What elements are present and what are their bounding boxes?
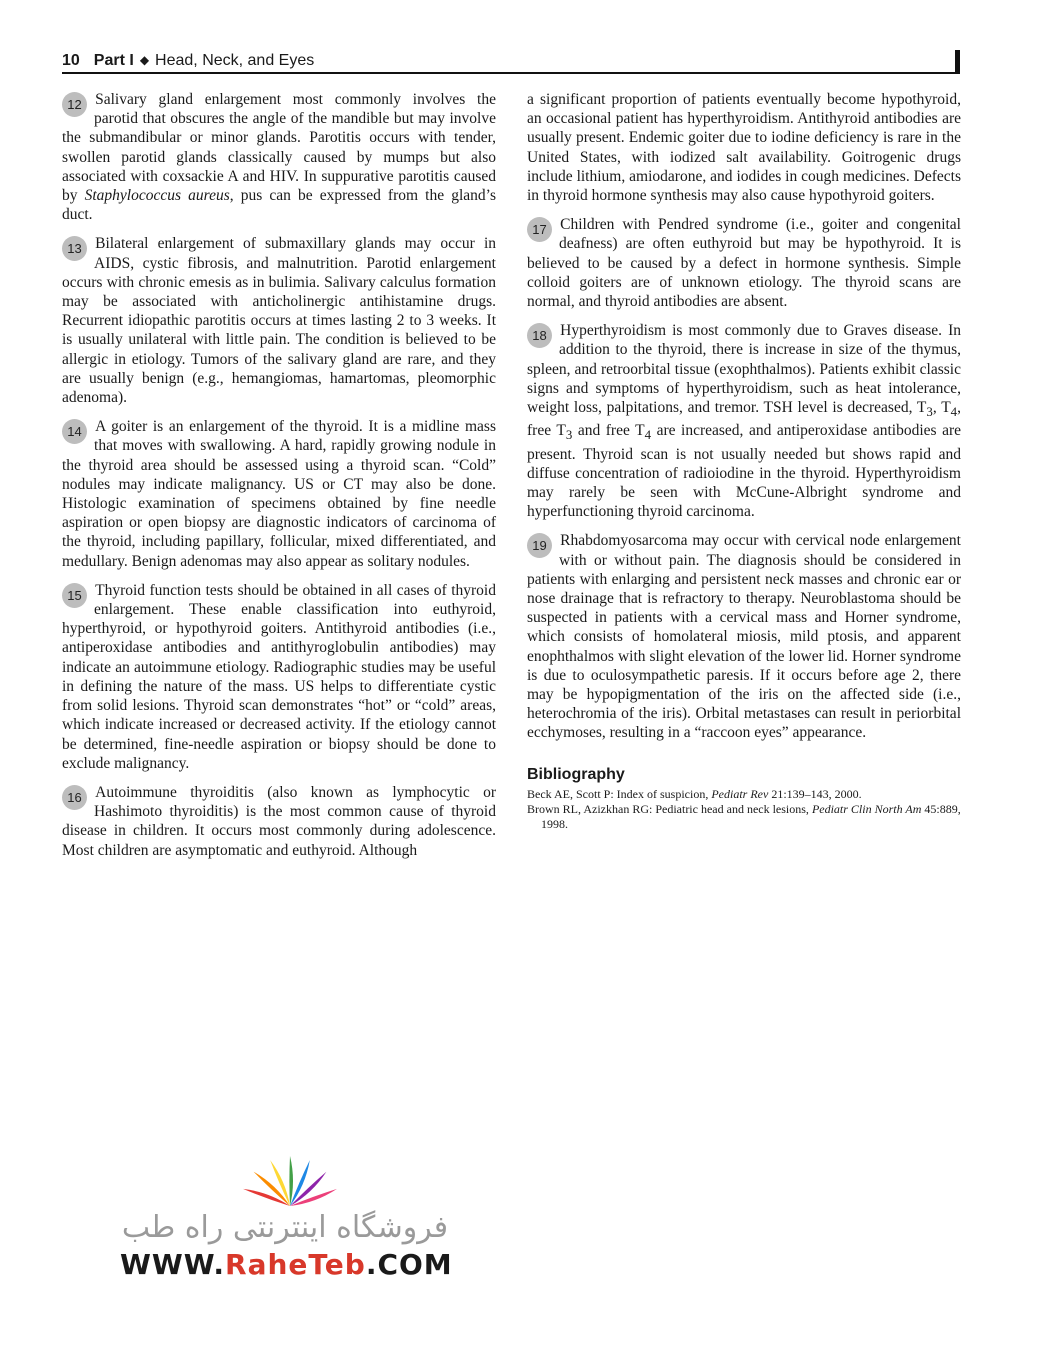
reference-item [527, 802, 961, 832]
watermark-site [120, 1248, 453, 1281]
subscript: 4 [644, 427, 652, 443]
watermark-persian-text: فروشگاه اینترنتی راه طب [121, 1210, 449, 1245]
right-column [527, 90, 961, 832]
watermark-logo [120, 1150, 453, 1290]
paragraph-text: Bilateral enlargement of submaxillary glands may occur in AIDS, cystic fibrosis, and malnutrition. Parotid enlargement occurs with chronic emesis as in bulimia. Salivary calculus formation may be associated with anticholinergic antihistamine drugs. Recurrent idiopathic parotitis occurs at times lasting 2 to 3 weeks. It is usually unilateral with little pain. The condition is believed to be allergic in etiology. Tumors of the salivary gland are rare, and they are usually benign (e.g., hemangiomas, hamartomas, pleomorphic adenoma). [62, 235, 496, 407]
part-label: Part I [93, 52, 134, 69]
item-number-badge: 19 [527, 533, 552, 558]
item-number-badge: 13 [62, 236, 87, 261]
paragraph-13 [62, 234, 496, 407]
left-column [62, 90, 496, 870]
paragraph-19 [527, 531, 961, 742]
site-suffix: .COM [365, 1248, 453, 1281]
item-number-badge: 12 [62, 92, 87, 117]
fan-leaf [289, 1156, 293, 1206]
bibliography [527, 765, 961, 832]
header-rule [62, 72, 960, 74]
book-fan-icon [230, 1150, 350, 1208]
page-number: 10 [62, 52, 80, 69]
item-number-badge: 15 [62, 583, 87, 608]
reference-item [527, 787, 961, 802]
item-number-badge: 17 [527, 217, 552, 242]
paragraph-text: A goiter is an enlargement of the thyroid. It is a midline mass that moves with swallowing. A hard, rapidly growing nodule in the thyroid area should be assessed using a thyroid scan. “Cold” nodules may indicate malignancy. US or CT may also be done. Histologic examination of specimens obtained by fine needle aspiration or open biopsy are diagnostic indicators of carcinoma of the thyroid, including papillary, follicular, mixed differentiated, and medullary. Benign adenomas may also appear as solitary nodules. [62, 418, 496, 570]
journal-name: Pediatr Rev [711, 786, 769, 801]
paragraph-17 [527, 215, 961, 311]
paragraph-text: Thyroid function tests should be obtained in all cases of thyroid enlargement. These enable classification into euthyroid, hyperthyroid, or hypothyroid goiters. Antithyroid antibodies (i.e., antiperoxidase antibodies and antithyroglobulin antibodies) may indicate an autoimmune etiology. Radiographic studies may be useful in defining the nature of the mass. US helps to differentiate cystic from solid lesions. Thyroid scan demonstrates “hot” or “cold” areas, which indicate increased or decreased activity. If the etiology cannot be determined, fine-needle aspiration or biopsy should be done to exclude malignancy. [62, 581, 496, 772]
paragraph-text: , free T [527, 399, 961, 440]
paragraph-text: , T [932, 399, 951, 417]
paragraph-15 [62, 581, 496, 773]
header-bar [955, 50, 960, 74]
subscript: 4 [950, 404, 958, 420]
reference-text: Beck AE, Scott P: Index of suspicion, [527, 786, 712, 801]
paragraph-16-continued: a significant proportion of patients eventually become hypothyroid, an occasional patient has hyperthyroidism. Antithyroid antibodies are usually present. Endemic goiter due to iodine deficiency is rare in the United States, with iodized salt availability. Goitrogenic drugs include lithium, amiodarone, and iodides in cough medicines. Defects in thyroid hormone synthesis may also cause hypothyroid goiters. [527, 91, 961, 205]
species-name: Staphylococcus aureus [84, 187, 230, 205]
journal-name: Pediatr Clin North Am [811, 801, 922, 816]
site-prefix: WWW. [120, 1248, 226, 1281]
paragraph-text: Children with Pendred syndrome (i.e., goiter and congenital deafness) are often euthyroid but may be hypothyroid. It is believed to be caused by a defect in hormone synthesis. Simple colloid goiters are of unknown etiology. The thyroid scans are normal, and thyroid antibodies are absent. [527, 216, 961, 311]
paragraph-14 [62, 417, 496, 571]
subscript: 3 [926, 404, 933, 420]
paragraph-12 [62, 90, 496, 224]
reference-text: Brown RL, Azizkhan RG: Pediatric head and neck lesions, [527, 801, 812, 816]
running-header [62, 48, 958, 74]
diamond-icon: ◆ [139, 53, 150, 67]
item-number-badge: 16 [62, 785, 87, 810]
reference-text: 21:139–143, 2000. [768, 786, 862, 801]
paragraph-text: are increased, and antiperoxidase antibodies are present. Thyroid scan is not usually needed but shows rapid and diffuse concentration of radioiodine in the thyroid. Hyperthyroidism may rarely be seen with McCune-Albright syndrome and hyperfunctioning thyroid carcinoma. [527, 422, 962, 521]
site-brand: RaheTeb [225, 1248, 366, 1281]
paragraph-text: Salivary gland enlargement most commonly involves the parotid that obscures the angle of the mandible but may involve the submandibular or minor glands. Parotitis occurs with tender, swollen parotid glands classically caused by mumps but also associated with coxsackie A and HIV. In suppurative parotitis caused by [62, 91, 496, 205]
item-number-badge: 14 [62, 419, 87, 444]
paragraph-text: Hyperthyroidism is most commonly due to Graves disease. In addition to the thyroid, there is increase in size of the thymus, spleen, and retroorbital tissue (exophthalmos). Patients exhibit classic signs and symptoms of hyperthyroidism, such as heat intolerance, weight loss, palpitations, and tremor. TSH level is decreased, T [527, 322, 961, 417]
paragraph-text: Autoimmune thyroiditis (also known as lymphocytic or Hashimoto thyroiditis) is the most common cause of thyroid disease in children. It occurs most commonly during adolescence. Most children are asymptomatic and euthyroid. Although [62, 783, 496, 859]
paragraph-text: Rhabdomyosarcoma may occur with cervical node enlargement with or without pain. The diagnosis should be considered in patients with enlarging and persistent neck masses and chronic ear or nose drainage that is refractory to therapy. Neuroblastoma should be suspected in patients with a cervical mass and Horner syndrome, which consists of homolateral miosis, mild ptosis, and apparent enophthalmos with slight elevation of the lower lid. Horner syndrome is due to oculosympathetic paresis. If it occurs before age 2, there may be hypopigmentation of the iris on the affected side (i.e., heterochromia of the iris). Orbital metastases can result in periorbital ecchymoses, resulting in a “raccoon eyes” appearance. [527, 532, 961, 742]
item-number-badge: 18 [527, 323, 552, 348]
subscript: 3 [565, 427, 573, 443]
paragraph-text: , pus can be expressed from the gland’s duct. [62, 187, 496, 224]
paragraph-16 [62, 783, 496, 860]
paragraph-18 [527, 321, 961, 521]
paragraph-text: and free T [572, 422, 645, 440]
section-title: Head, Neck, and Eyes [155, 52, 315, 69]
reference-text: 45:889, 1998. [541, 801, 961, 831]
bibliography-title: Bibliography [527, 765, 625, 783]
